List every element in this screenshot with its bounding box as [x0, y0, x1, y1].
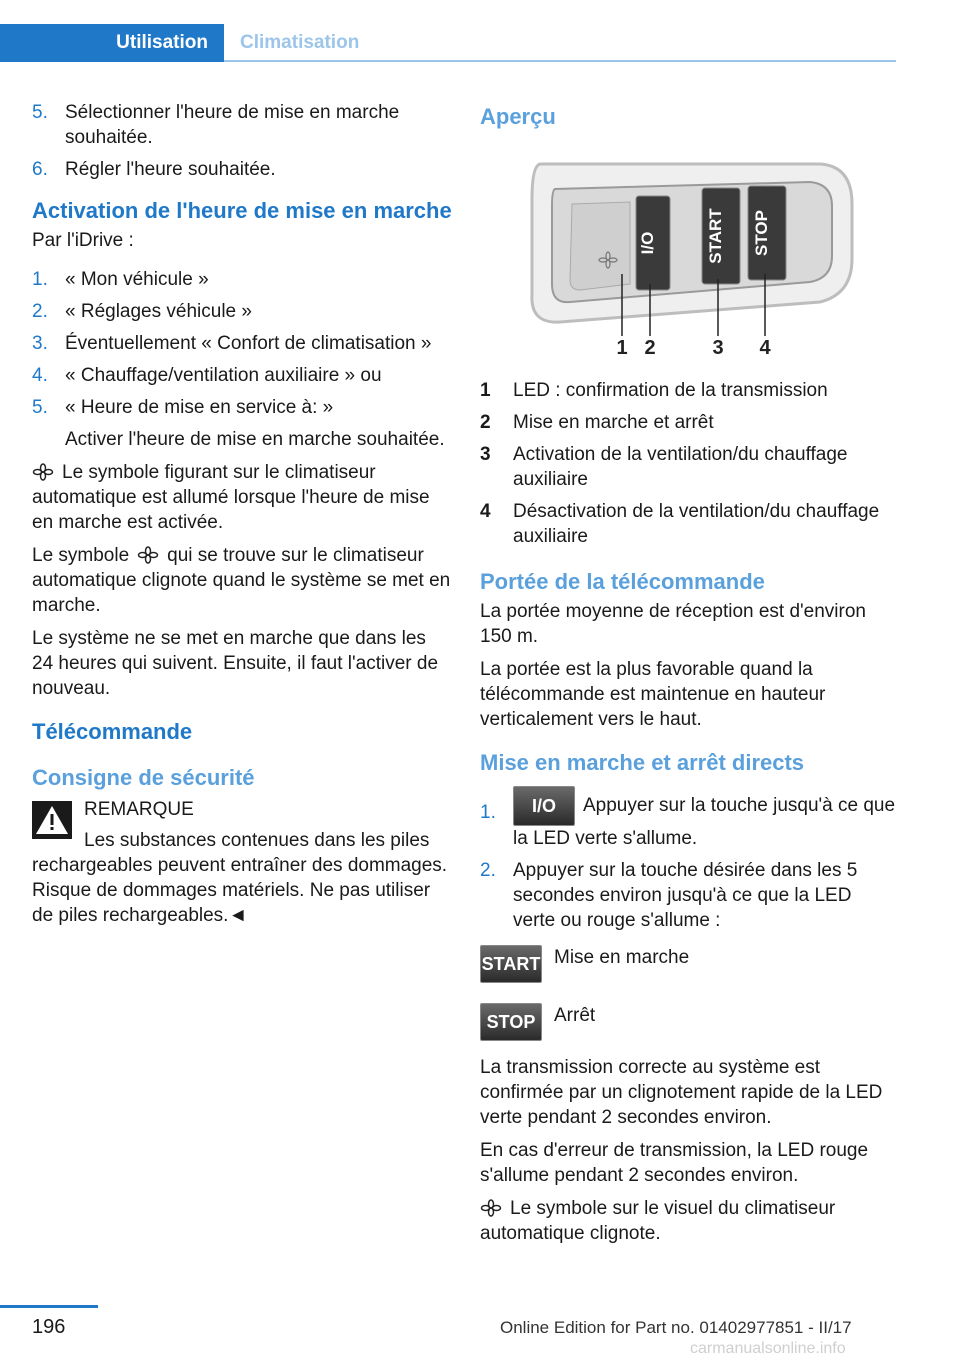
step-text: « Mon véhicule » — [65, 269, 209, 290]
heading-activation: Activation de l'heure de mise en marche — [32, 198, 452, 223]
symbol2-text-a: Le symbole — [32, 545, 130, 566]
list-item — [480, 786, 896, 851]
fan-icon — [137, 546, 159, 564]
page-number: 196 — [32, 1316, 66, 1338]
callout-4: 4 — [759, 337, 771, 354]
list-item — [480, 442, 896, 492]
list-item — [480, 858, 896, 933]
step-text: Sélectionner l'heure de mise en marche souhaitée. — [65, 102, 400, 148]
step-text: Régler l'heure souhaitée. — [65, 159, 276, 180]
paragraph-symbol — [32, 460, 452, 535]
warning-text-content: Les substances contenues dans les piles rechargeables peuvent entraîner des dommages. Risque de dommages matériels. Ne pas utiliser de piles rechargeables.◄ — [32, 830, 448, 926]
callout-2: 2 — [644, 337, 656, 354]
list-item — [32, 100, 452, 150]
start-button-image: START — [480, 945, 542, 983]
list-item — [32, 331, 452, 356]
step-number: 3. — [32, 333, 48, 354]
list-item — [480, 378, 896, 403]
warning-icon — [32, 801, 72, 839]
stop-button-image: STOP — [480, 1003, 542, 1041]
io-button-image: I/O — [513, 786, 575, 826]
remote-start-label: START — [706, 208, 725, 264]
stop-row — [480, 1003, 896, 1041]
step-text: « Réglages véhicule » — [65, 301, 252, 322]
steps-list-b — [32, 267, 452, 420]
step-number: 5. — [32, 397, 48, 418]
paragraph-portee-1: La portée moyenne de réception est d'environ 150 m. — [480, 601, 866, 647]
tab-climatisation[interactable]: Climatisation — [240, 32, 360, 53]
left-column — [32, 100, 452, 936]
callout-3: 3 — [712, 337, 724, 354]
list-item — [480, 499, 896, 549]
heading-consigne: Consigne de sécurité — [32, 765, 255, 790]
remote-stop-label: STOP — [752, 210, 771, 256]
legend-number: 4 — [480, 501, 491, 522]
step-text: « Chauffage/ventilation auxiliaire » ou — [65, 365, 382, 386]
step-number: 1. — [480, 802, 496, 823]
warning-title: REMARQUE — [84, 799, 194, 820]
warning-text — [32, 828, 452, 928]
step-text — [513, 786, 896, 851]
list-item — [32, 363, 452, 388]
step-text: « Heure de mise en service à: » — [65, 397, 334, 418]
step-number: 2. — [480, 860, 496, 881]
step-number: 6. — [32, 159, 48, 180]
legend-number: 1 — [480, 380, 491, 401]
legend-text: Activation de la ventilation/du chauffage auxiliaire — [513, 444, 848, 490]
paragraph-transmission-3 — [480, 1196, 896, 1246]
step-number: 5. — [32, 102, 48, 123]
list-item — [32, 157, 452, 182]
remote-io-label: I/O — [638, 231, 657, 255]
fan-icon — [32, 463, 54, 481]
symbol-text: Le symbole figurant sur le climatiseur automatique est allumé lorsque l'heure de mise en marche est activée. — [32, 462, 430, 533]
warning-block — [32, 797, 452, 822]
steps-list-a — [32, 100, 452, 182]
step1-text: Appuyer sur la touche jusqu'à ce que la LED verte s'allume. — [513, 795, 896, 849]
right-column — [480, 100, 896, 1254]
heading-directs: Mise en marche et arrêt directs — [480, 750, 805, 775]
list-item — [32, 267, 452, 292]
idrive-intro: Par l'iDrive : — [32, 230, 134, 251]
page-header — [0, 0, 960, 62]
legend-number: 2 — [480, 412, 491, 433]
edition-text: Online Edition for Part no. 01402977851 - II/17 — [500, 1318, 852, 1337]
step-number: 1. — [32, 269, 48, 290]
remote-control-illustration — [480, 144, 896, 354]
stop-label: Arrêt — [554, 1005, 596, 1026]
paragraph-transmission-1: La transmission correcte au système est confirmée par un clignotement rapide de la LED verte pendant 2 secondes environ. — [480, 1057, 883, 1128]
callout-1: 1 — [616, 337, 628, 354]
legend-text: Désactivation de la ventilation/du chauffage auxiliaire — [513, 501, 880, 547]
step-text: Éventuellement « Confort de climatisation » — [65, 333, 432, 354]
paragraph-symbol-2 — [32, 543, 452, 618]
step-text: Appuyer sur la touche désirée dans les 5 secondes environ jusqu'à ce que la LED verte ou rouge s'allume : — [513, 860, 858, 931]
symbol2-text-b: qui se trouve sur le climatiseur automatique clignote quand le système se met en marche. — [32, 545, 451, 616]
list-item — [480, 410, 896, 435]
direct-steps — [480, 786, 896, 933]
paragraph-24h: Le système ne se met en marche que dans les 24 heures qui suivent. Ensuite, il faut l'activer de nouveau. — [32, 628, 439, 699]
step-number: 2. — [32, 301, 48, 322]
legend-list — [480, 378, 896, 549]
list-item — [32, 299, 452, 324]
legend-number: 3 — [480, 444, 491, 465]
heading-telecommande: Télécommande — [32, 719, 193, 744]
watermark: carmanualsonline.info — [690, 1340, 846, 1357]
transmission-3-text: Le symbole sur le visuel du climatiseur automatique clignote. — [480, 1198, 836, 1244]
step-note: Activer l'heure de mise en marche souhaitée. — [65, 429, 445, 450]
legend-text: Mise en marche et arrêt — [513, 412, 714, 433]
paragraph-transmission-2: En cas d'erreur de transmission, la LED rouge s'allume pendant 2 secondes environ. — [480, 1140, 869, 1186]
heading-apercu: Aperçu — [480, 104, 556, 129]
start-row — [480, 945, 896, 983]
footer-divider — [0, 1305, 98, 1308]
heading-portee: Portée de la télécommande — [480, 569, 765, 594]
fan-icon — [480, 1199, 502, 1217]
legend-text: LED : confirmation de la transmission — [513, 380, 828, 401]
tab-utilisation[interactable]: Utilisation — [0, 24, 224, 62]
start-label: Mise en marche — [554, 947, 690, 968]
header-divider — [224, 60, 896, 62]
list-item — [32, 395, 452, 420]
paragraph-portee-2: La portée est la plus favorable quand la télécommande est maintenue en hauteur verticalement vers le haut. — [480, 659, 826, 730]
step-number: 4. — [32, 365, 48, 386]
